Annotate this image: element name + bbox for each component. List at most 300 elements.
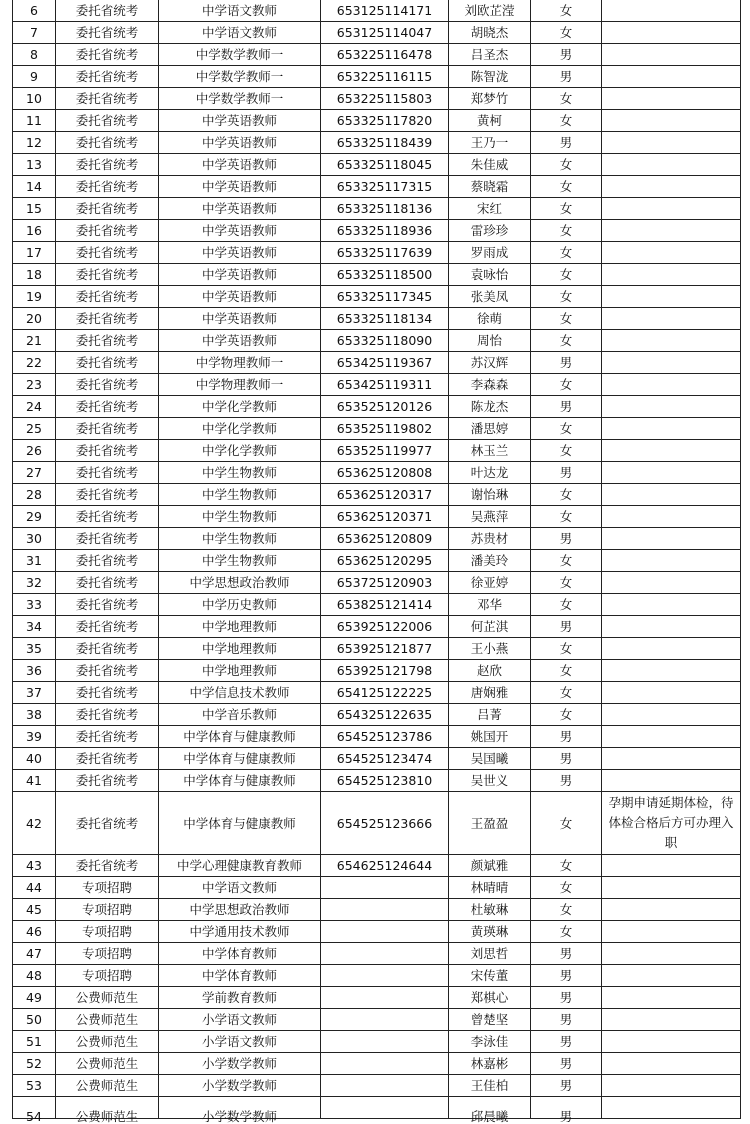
cell-exam-number: 654125122225 <box>321 682 449 704</box>
cell-recruit-type: 公费师范生 <box>56 1075 159 1097</box>
table-row <box>13 330 741 352</box>
cell-position: 中学思想政治教师 <box>159 572 321 594</box>
cell-exam-number: 654325122635 <box>321 704 449 726</box>
cell-row-number: 34 <box>13 616 56 638</box>
cell-recruit-type: 委托省统考 <box>56 88 159 110</box>
cell-exam-number: 653325118136 <box>321 198 449 220</box>
cell-exam-number: 653125114171 <box>321 0 449 22</box>
cell-candidate-name: 唐娴雅 <box>449 682 531 704</box>
table-row <box>13 1009 741 1031</box>
cell-row-number: 22 <box>13 352 56 374</box>
cell-exam-number: 653325118045 <box>321 154 449 176</box>
cell-exam-number: 653325118439 <box>321 132 449 154</box>
cell-recruit-type: 委托省统考 <box>56 616 159 638</box>
table-row <box>13 110 741 132</box>
cell-position: 中学生物教师 <box>159 506 321 528</box>
cell-position: 中学体育教师 <box>159 965 321 987</box>
cell-row-number: 52 <box>13 1053 56 1075</box>
cell-position: 中学数学教师一 <box>159 44 321 66</box>
cell-candidate-name: 黄柯 <box>449 110 531 132</box>
cell-row-number: 39 <box>13 726 56 748</box>
cell-candidate-name: 袁咏怡 <box>449 264 531 286</box>
cell-position: 中学语文教师 <box>159 22 321 44</box>
cell-recruit-type: 委托省统考 <box>56 660 159 682</box>
cell-gender: 女 <box>531 0 602 22</box>
hiring-list-table <box>12 0 741 1124</box>
cell-candidate-name: 陈龙杰 <box>449 396 531 418</box>
cell-candidate-name: 张美凤 <box>449 286 531 308</box>
cell-position: 中学化学教师 <box>159 440 321 462</box>
cell-row-number: 16 <box>13 220 56 242</box>
cell-candidate-name: 苏贵材 <box>449 528 531 550</box>
cell-remark <box>602 154 741 176</box>
cell-gender: 女 <box>531 440 602 462</box>
cell-candidate-name: 王小燕 <box>449 638 531 660</box>
cell-position: 中学生物教师 <box>159 528 321 550</box>
cell-position: 中学地理教师 <box>159 616 321 638</box>
cell-remark <box>602 594 741 616</box>
cell-position: 中学体育与健康教师 <box>159 792 321 855</box>
cell-remark <box>602 506 741 528</box>
cell-candidate-name: 颜斌雅 <box>449 855 531 877</box>
cell-exam-number: 653525120126 <box>321 396 449 418</box>
cell-exam-number: 653525119802 <box>321 418 449 440</box>
table-row <box>13 704 741 726</box>
cell-position: 中学物理教师一 <box>159 374 321 396</box>
table-row <box>13 44 741 66</box>
cell-remark <box>602 286 741 308</box>
cell-candidate-name: 罗雨成 <box>449 242 531 264</box>
cell-position: 中学生物教师 <box>159 550 321 572</box>
cell-gender: 女 <box>531 330 602 352</box>
cell-remark <box>602 987 741 1009</box>
table-row <box>13 770 741 792</box>
cell-candidate-name: 林晴晴 <box>449 877 531 899</box>
cell-remark <box>602 1009 741 1031</box>
cell-row-number: 28 <box>13 484 56 506</box>
cell-recruit-type: 委托省统考 <box>56 374 159 396</box>
cell-candidate-name: 吴国曦 <box>449 748 531 770</box>
cell-position: 中学地理教师 <box>159 660 321 682</box>
cell-row-number: 14 <box>13 176 56 198</box>
cell-recruit-type: 委托省统考 <box>56 220 159 242</box>
table-row <box>13 660 741 682</box>
cell-exam-number: 653425119367 <box>321 352 449 374</box>
cell-position: 中学地理教师 <box>159 638 321 660</box>
cell-position: 中学英语教师 <box>159 154 321 176</box>
cell-row-number: 43 <box>13 855 56 877</box>
cell-recruit-type: 委托省统考 <box>56 638 159 660</box>
cell-recruit-type: 委托省统考 <box>56 528 159 550</box>
cell-gender: 女 <box>531 594 602 616</box>
cell-exam-number <box>321 987 449 1009</box>
cell-remark <box>602 396 741 418</box>
cell-recruit-type: 专项招聘 <box>56 965 159 987</box>
cell-recruit-type: 委托省统考 <box>56 418 159 440</box>
cell-remark <box>602 855 741 877</box>
cell-gender: 男 <box>531 66 602 88</box>
cell-row-number: 24 <box>13 396 56 418</box>
cell-candidate-name: 吴燕萍 <box>449 506 531 528</box>
cell-recruit-type: 专项招聘 <box>56 899 159 921</box>
cell-gender: 男 <box>531 1031 602 1053</box>
cell-row-number: 26 <box>13 440 56 462</box>
cell-gender: 女 <box>531 242 602 264</box>
cell-row-number: 41 <box>13 770 56 792</box>
cell-remark <box>602 22 741 44</box>
cell-row-number: 19 <box>13 286 56 308</box>
cell-remark <box>602 1031 741 1053</box>
cell-row-number: 42 <box>13 792 56 855</box>
table-row <box>13 1053 741 1075</box>
cell-position: 小学数学教师 <box>159 1075 321 1097</box>
cell-candidate-name: 吴世义 <box>449 770 531 792</box>
cell-candidate-name: 朱佳威 <box>449 154 531 176</box>
table-row <box>13 440 741 462</box>
cell-exam-number: 653325117345 <box>321 286 449 308</box>
cell-gender: 女 <box>531 855 602 877</box>
table-row <box>13 418 741 440</box>
cell-recruit-type: 委托省统考 <box>56 154 159 176</box>
cell-recruit-type: 公费师范生 <box>56 1097 159 1119</box>
cell-position: 中学英语教师 <box>159 132 321 154</box>
cell-exam-number: 653125114047 <box>321 22 449 44</box>
cell-remark <box>602 1097 741 1119</box>
cell-recruit-type: 公费师范生 <box>56 1009 159 1031</box>
cell-position: 中学英语教师 <box>159 264 321 286</box>
cell-gender: 男 <box>531 1009 602 1031</box>
cell-remark: 孕期申请延期体检，待体检合格后方可办理入职 <box>602 792 741 855</box>
cell-remark <box>602 308 741 330</box>
cell-remark <box>602 943 741 965</box>
cell-candidate-name: 苏汉辉 <box>449 352 531 374</box>
cell-remark <box>602 264 741 286</box>
table-row <box>13 264 741 286</box>
cell-remark <box>602 616 741 638</box>
cell-recruit-type: 委托省统考 <box>56 572 159 594</box>
cell-gender: 女 <box>531 704 602 726</box>
cell-remark <box>602 682 741 704</box>
cell-candidate-name: 吕菁 <box>449 704 531 726</box>
cell-remark <box>602 704 741 726</box>
cell-row-number: 25 <box>13 418 56 440</box>
cell-gender: 女 <box>531 88 602 110</box>
cell-exam-number <box>321 899 449 921</box>
cell-candidate-name: 蔡晓霜 <box>449 176 531 198</box>
cell-remark <box>602 374 741 396</box>
cell-recruit-type: 专项招聘 <box>56 877 159 899</box>
cell-row-number: 33 <box>13 594 56 616</box>
cell-gender: 女 <box>531 638 602 660</box>
cell-position: 中学化学教师 <box>159 418 321 440</box>
table-row <box>13 132 741 154</box>
cell-remark <box>602 660 741 682</box>
cell-gender: 女 <box>531 550 602 572</box>
cell-position: 中学英语教师 <box>159 198 321 220</box>
cell-recruit-type: 委托省统考 <box>56 770 159 792</box>
cell-exam-number: 653625120317 <box>321 484 449 506</box>
cell-remark <box>602 770 741 792</box>
cell-position: 中学信息技术教师 <box>159 682 321 704</box>
table-row <box>13 682 741 704</box>
table-row <box>13 374 741 396</box>
cell-remark <box>602 176 741 198</box>
cell-candidate-name: 赵欣 <box>449 660 531 682</box>
cell-exam-number <box>321 1031 449 1053</box>
cell-exam-number: 653325118090 <box>321 330 449 352</box>
cell-gender: 女 <box>531 220 602 242</box>
cell-candidate-name: 潘思婷 <box>449 418 531 440</box>
table-row <box>13 792 741 855</box>
cell-exam-number <box>321 1009 449 1031</box>
cell-row-number: 12 <box>13 132 56 154</box>
cell-recruit-type: 专项招聘 <box>56 921 159 943</box>
cell-recruit-type: 公费师范生 <box>56 987 159 1009</box>
cell-recruit-type: 委托省统考 <box>56 110 159 132</box>
table-row <box>13 242 741 264</box>
cell-gender: 女 <box>531 110 602 132</box>
cell-exam-number: 653825121414 <box>321 594 449 616</box>
cell-gender: 男 <box>531 965 602 987</box>
cell-row-number: 20 <box>13 308 56 330</box>
cell-recruit-type: 委托省统考 <box>56 726 159 748</box>
cell-position: 中学数学教师一 <box>159 66 321 88</box>
cell-recruit-type: 委托省统考 <box>56 198 159 220</box>
cell-recruit-type: 委托省统考 <box>56 330 159 352</box>
cell-row-number: 30 <box>13 528 56 550</box>
table-row <box>13 1075 741 1097</box>
table-row <box>13 308 741 330</box>
cell-gender: 男 <box>531 726 602 748</box>
cell-candidate-name: 吕圣杰 <box>449 44 531 66</box>
cell-row-number: 29 <box>13 506 56 528</box>
cell-remark <box>602 44 741 66</box>
cell-exam-number: 653225115803 <box>321 88 449 110</box>
cell-remark <box>602 418 741 440</box>
cell-exam-number: 654525123474 <box>321 748 449 770</box>
cell-exam-number <box>321 943 449 965</box>
cell-gender: 男 <box>531 748 602 770</box>
cell-candidate-name: 叶达龙 <box>449 462 531 484</box>
cell-exam-number: 653625120295 <box>321 550 449 572</box>
cell-position: 中学生物教师 <box>159 462 321 484</box>
cell-candidate-name: 宋红 <box>449 198 531 220</box>
cell-gender: 男 <box>531 528 602 550</box>
cell-candidate-name: 郑梦竹 <box>449 88 531 110</box>
cell-gender: 女 <box>531 660 602 682</box>
cell-gender: 女 <box>531 22 602 44</box>
cell-recruit-type: 委托省统考 <box>56 22 159 44</box>
table-row <box>13 572 741 594</box>
cell-gender: 女 <box>531 682 602 704</box>
cell-gender: 女 <box>531 308 602 330</box>
cell-remark <box>602 748 741 770</box>
cell-exam-number: 653425119311 <box>321 374 449 396</box>
cell-remark <box>602 0 741 22</box>
cell-exam-number <box>321 1075 449 1097</box>
table-row <box>13 748 741 770</box>
table-row <box>13 286 741 308</box>
cell-position: 中学语文教师 <box>159 0 321 22</box>
table-row <box>13 616 741 638</box>
cell-gender: 男 <box>531 396 602 418</box>
cell-position: 中学英语教师 <box>159 308 321 330</box>
cell-candidate-name: 李森森 <box>449 374 531 396</box>
cell-gender: 女 <box>531 418 602 440</box>
cell-position: 小学数学教师 <box>159 1053 321 1075</box>
cell-remark <box>602 877 741 899</box>
cell-position: 小学数学教师 <box>159 1097 321 1119</box>
cell-gender: 男 <box>531 352 602 374</box>
table-row <box>13 506 741 528</box>
cell-row-number: 49 <box>13 987 56 1009</box>
cell-row-number: 6 <box>13 0 56 22</box>
cell-candidate-name: 邓华 <box>449 594 531 616</box>
cell-candidate-name: 刘欧芷滢 <box>449 0 531 22</box>
table-row <box>13 198 741 220</box>
cell-exam-number: 654525123810 <box>321 770 449 792</box>
cell-position: 中学生物教师 <box>159 484 321 506</box>
cell-remark <box>602 440 741 462</box>
cell-exam-number: 653325118134 <box>321 308 449 330</box>
cell-row-number: 18 <box>13 264 56 286</box>
cell-position: 中学英语教师 <box>159 110 321 132</box>
cell-row-number: 38 <box>13 704 56 726</box>
table-body <box>13 0 741 1124</box>
cell-exam-number: 653625120371 <box>321 506 449 528</box>
cell-gender: 女 <box>531 176 602 198</box>
personnel-table-page <box>12 0 740 1124</box>
cell-remark <box>602 88 741 110</box>
cell-gender: 女 <box>531 921 602 943</box>
cell-candidate-name: 林嘉彬 <box>449 1053 531 1075</box>
cell-gender: 女 <box>531 374 602 396</box>
cell-exam-number: 653725120903 <box>321 572 449 594</box>
cell-candidate-name: 雷珍珍 <box>449 220 531 242</box>
cell-remark <box>602 242 741 264</box>
cell-gender: 女 <box>531 572 602 594</box>
cell-recruit-type: 委托省统考 <box>56 682 159 704</box>
cell-row-number: 50 <box>13 1009 56 1031</box>
cell-position: 中学心理健康教育教师 <box>159 855 321 877</box>
cell-position: 小学语文教师 <box>159 1009 321 1031</box>
cell-exam-number: 654525123666 <box>321 792 449 855</box>
cell-candidate-name: 黄瑛琳 <box>449 921 531 943</box>
cell-candidate-name: 王乃一 <box>449 132 531 154</box>
cell-recruit-type: 委托省统考 <box>56 0 159 22</box>
cell-row-number: 15 <box>13 198 56 220</box>
cell-remark <box>602 726 741 748</box>
cell-candidate-name: 王盈盈 <box>449 792 531 855</box>
cell-row-number: 27 <box>13 462 56 484</box>
cell-gender: 女 <box>531 154 602 176</box>
cell-candidate-name: 郑棋心 <box>449 987 531 1009</box>
cell-candidate-name: 杜敏琳 <box>449 899 531 921</box>
cell-gender: 女 <box>531 484 602 506</box>
cell-remark <box>602 550 741 572</box>
cell-row-number: 32 <box>13 572 56 594</box>
table-row <box>13 396 741 418</box>
cell-candidate-name: 周怡 <box>449 330 531 352</box>
table-row <box>13 921 741 943</box>
cell-exam-number: 653925121877 <box>321 638 449 660</box>
cell-row-number: 8 <box>13 44 56 66</box>
cell-recruit-type: 委托省统考 <box>56 286 159 308</box>
cell-remark <box>602 220 741 242</box>
cell-row-number: 13 <box>13 154 56 176</box>
cell-recruit-type: 委托省统考 <box>56 132 159 154</box>
table-row <box>13 66 741 88</box>
cell-row-number: 7 <box>13 22 56 44</box>
cell-remark <box>602 899 741 921</box>
cell-position: 中学物理教师一 <box>159 352 321 374</box>
cell-remark <box>602 330 741 352</box>
cell-exam-number: 653625120808 <box>321 462 449 484</box>
cell-exam-number: 653325117315 <box>321 176 449 198</box>
cell-remark <box>602 66 741 88</box>
table-row <box>13 594 741 616</box>
cell-recruit-type: 委托省统考 <box>56 506 159 528</box>
cell-row-number: 37 <box>13 682 56 704</box>
cell-position: 中学体育与健康教师 <box>159 770 321 792</box>
cell-gender: 男 <box>531 987 602 1009</box>
cell-exam-number <box>321 965 449 987</box>
cell-row-number: 51 <box>13 1031 56 1053</box>
cell-exam-number: 653225116478 <box>321 44 449 66</box>
cell-candidate-name: 胡晓杰 <box>449 22 531 44</box>
cell-exam-number: 653925121798 <box>321 660 449 682</box>
cell-candidate-name: 宋传董 <box>449 965 531 987</box>
cell-row-number: 45 <box>13 899 56 921</box>
cell-row-number: 48 <box>13 965 56 987</box>
cell-exam-number <box>321 877 449 899</box>
cell-row-number: 40 <box>13 748 56 770</box>
cell-position: 中学通用技术教师 <box>159 921 321 943</box>
cell-gender: 男 <box>531 462 602 484</box>
cell-remark <box>602 965 741 987</box>
cell-recruit-type: 委托省统考 <box>56 792 159 855</box>
cell-candidate-name: 姚国开 <box>449 726 531 748</box>
cell-gender: 女 <box>531 792 602 855</box>
cell-exam-number: 653325117820 <box>321 110 449 132</box>
table-row <box>13 943 741 965</box>
cell-candidate-name: 徐亚婷 <box>449 572 531 594</box>
cell-gender: 男 <box>531 44 602 66</box>
cell-recruit-type: 委托省统考 <box>56 176 159 198</box>
cell-gender: 男 <box>531 616 602 638</box>
cell-row-number: 54 <box>13 1097 56 1119</box>
cell-candidate-name: 王佳柏 <box>449 1075 531 1097</box>
cell-exam-number: 653525119977 <box>321 440 449 462</box>
cell-position: 中学数学教师一 <box>159 88 321 110</box>
cell-gender: 女 <box>531 506 602 528</box>
cell-gender: 男 <box>531 1097 602 1119</box>
table-row <box>13 352 741 374</box>
table-row <box>13 726 741 748</box>
cell-remark <box>602 110 741 132</box>
cell-position: 中学英语教师 <box>159 330 321 352</box>
cell-exam-number: 653325117639 <box>321 242 449 264</box>
cell-recruit-type: 公费师范生 <box>56 1031 159 1053</box>
cell-gender: 男 <box>531 770 602 792</box>
cell-position: 中学音乐教师 <box>159 704 321 726</box>
cell-exam-number <box>321 921 449 943</box>
cell-row-number: 17 <box>13 242 56 264</box>
table-row <box>13 965 741 987</box>
cell-candidate-name: 何芷淇 <box>449 616 531 638</box>
table-row <box>13 638 741 660</box>
table-row <box>13 1031 741 1053</box>
